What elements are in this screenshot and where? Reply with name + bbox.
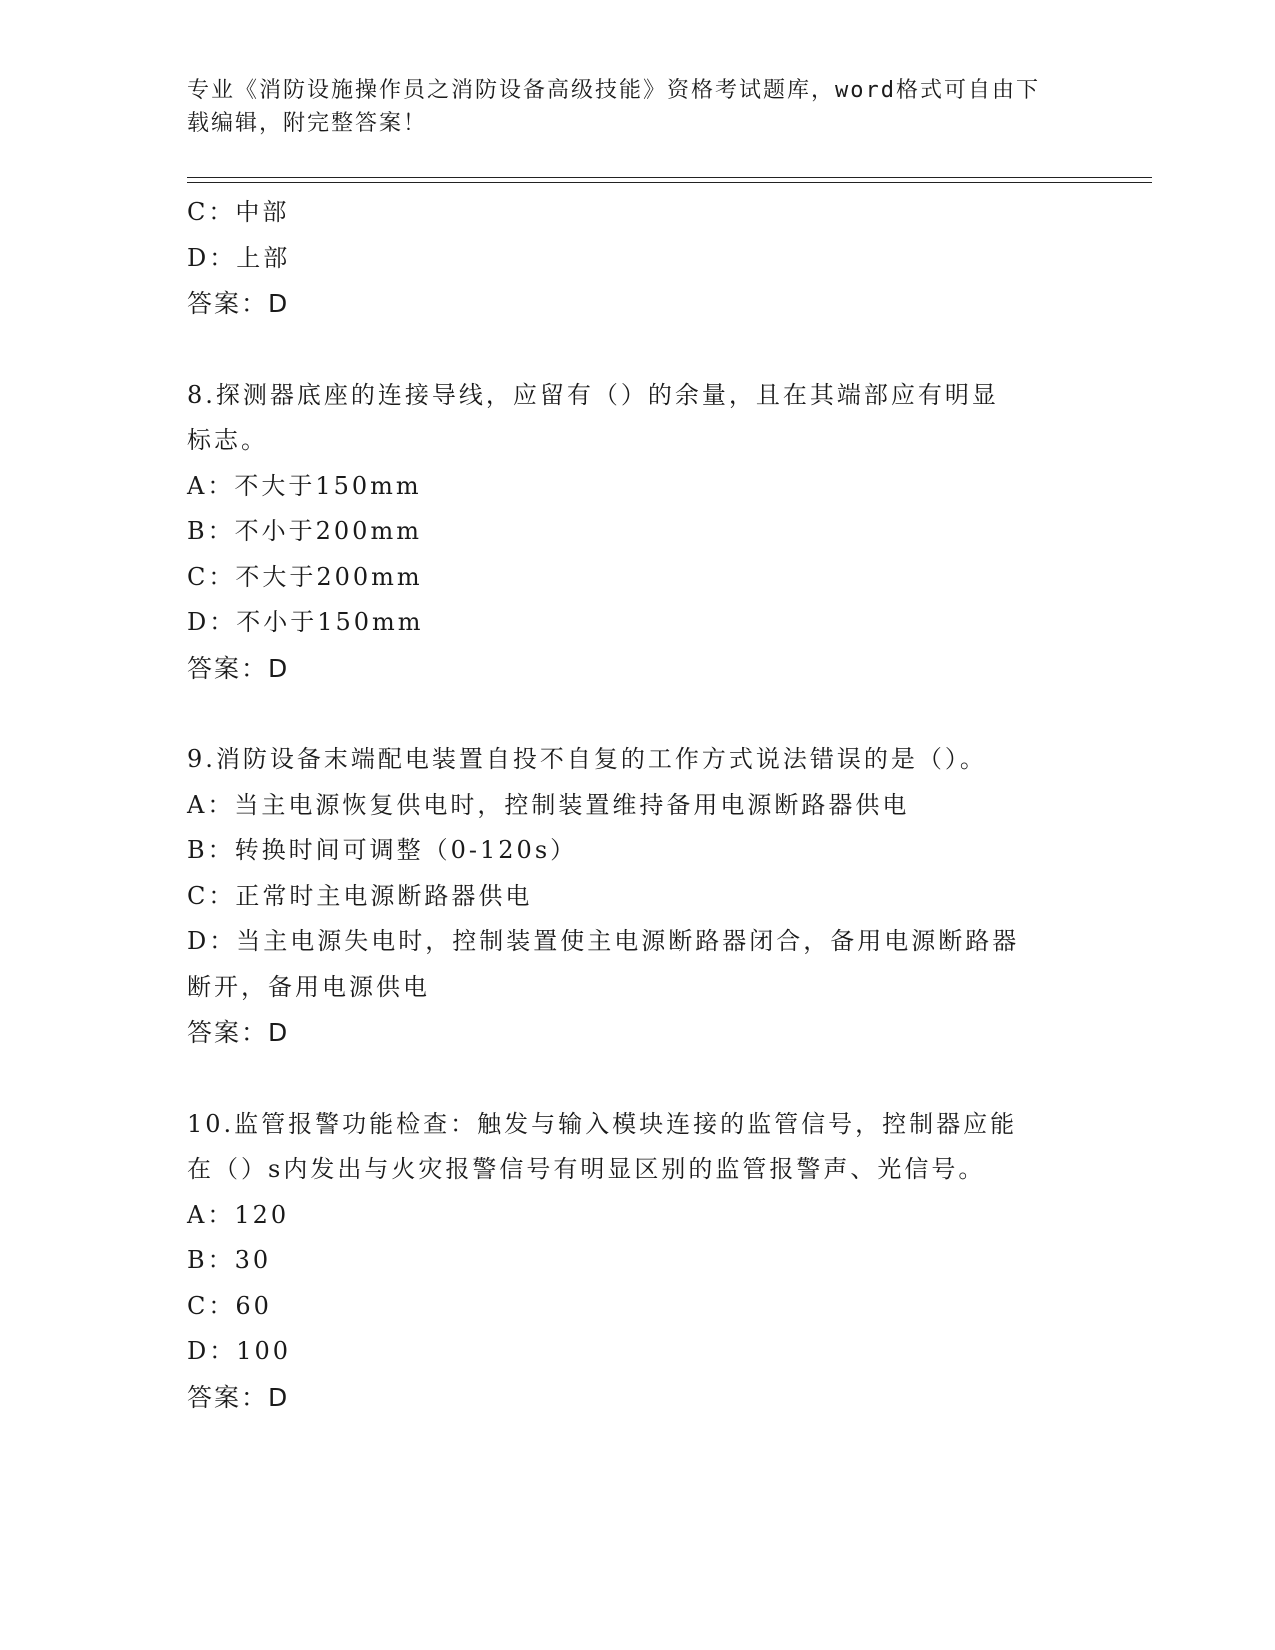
option-b: B：不小于200mm <box>187 517 422 545</box>
header-line-2: 载编辑，附完整答案！ <box>187 111 428 136</box>
option-a: A：当主电源恢复供电时，控制装置维持备用电源断路器供电 <box>187 790 910 819</box>
question-stem-continued: 在（）s内发出与火灾报警信号有明显区别的监管报警声、光信号。 <box>187 1155 986 1183</box>
question-9 <box>187 737 1087 1056</box>
option-a: A：120 <box>187 1200 290 1229</box>
question-stem-continued: 标志。 <box>187 426 268 454</box>
option-c: C：正常时主电源断路器供电 <box>187 881 533 910</box>
question-10 <box>187 1102 1087 1421</box>
answer-line: 答案：D <box>187 653 290 683</box>
question-stem: 10.监管报警功能检查：触发与输入模块连接的监管信号，控制器应能 <box>187 1109 1018 1138</box>
answer-line: 答案：D <box>187 1382 290 1412</box>
document-header <box>187 74 1067 140</box>
question-stem: 9.消防设备末端配电装置自投不自复的工作方式说法错误的是（）。 <box>187 745 987 773</box>
question-stem: 8.探测器底座的连接导线，应留有（）的余量，且在其端部应有明显 <box>187 380 999 409</box>
option-a: A：不大于150mm <box>187 471 422 500</box>
option-c: C：不大于200mm <box>187 562 423 591</box>
option-b: B：30 <box>187 1246 272 1274</box>
question-list <box>187 190 1087 1420</box>
answer-line: 答案：D <box>187 289 290 318</box>
option-c: C：中部 <box>187 198 290 226</box>
question-7-tail <box>187 190 1087 327</box>
option-b: B：转换时间可调整（0-120s） <box>187 836 578 864</box>
option-d: D：当主电源失电时，控制装置使主电源断路器闭合，备用电源断路器 <box>187 927 1020 955</box>
option-d: D：上部 <box>187 243 291 272</box>
question-8 <box>187 373 1087 692</box>
header-line-1: 专业《消防设施操作员之消防设备高级技能》资格考试题库，word格式可自由下 <box>187 78 1040 103</box>
header-rule-bottom <box>187 182 1152 183</box>
header-rule-top <box>187 177 1152 178</box>
option-d: D：不小于150mm <box>187 608 424 636</box>
option-d-continued: 断开，备用电源供电 <box>187 972 430 1001</box>
answer-line: 答案：D <box>187 1018 290 1047</box>
option-d: D：100 <box>187 1337 292 1365</box>
option-c: C：60 <box>187 1291 272 1320</box>
